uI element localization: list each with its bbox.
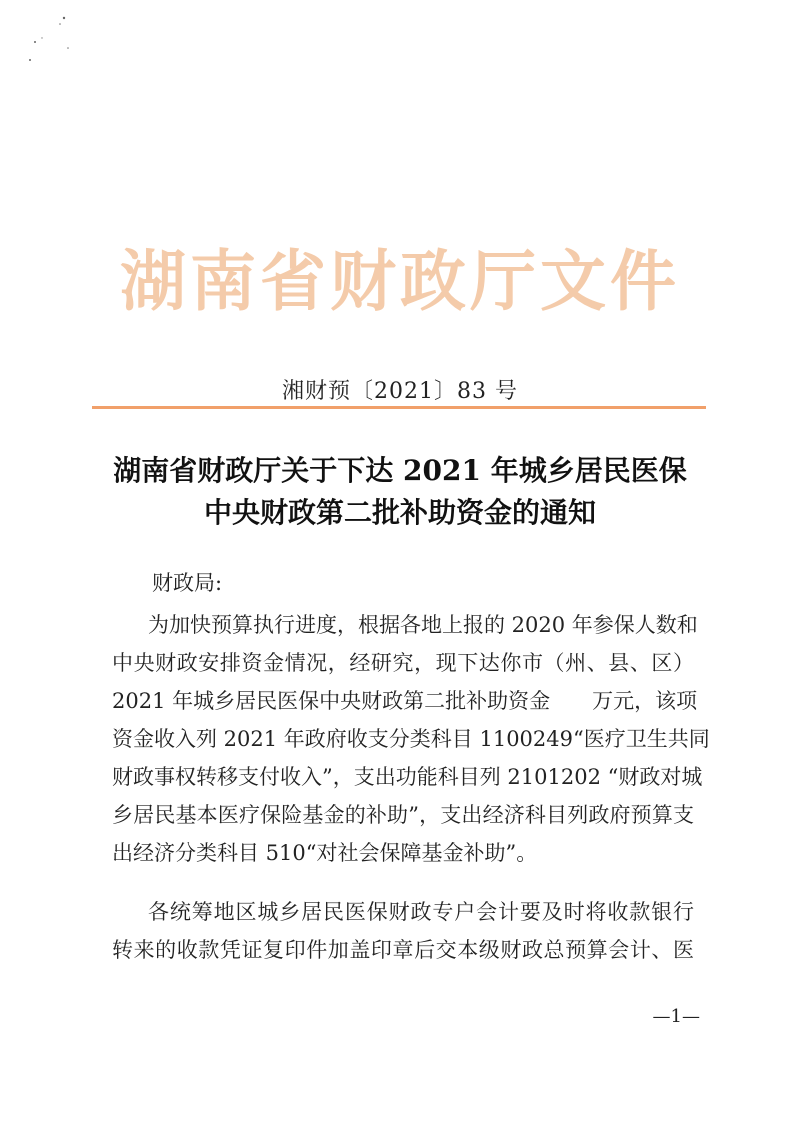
paragraph-line: 中央财政安排资金情况，经研究，现下达你市（州、县、区） [112, 651, 694, 675]
paragraph-line: 出经济分类科目 510“对社会保障基金补助”。 [112, 841, 538, 865]
paragraph-line: 财政事权转移支付收入”，支出功能科目列 2101202 “财政对城 [112, 765, 703, 789]
paragraph-line: 转来的收款凭证复印件加盖印章后交本级财政总预算会计、医 [112, 938, 694, 962]
page-number: —1— [652, 1006, 700, 1027]
red-divider-rule [92, 406, 706, 409]
paragraph-line: 资金收入列 2021 年政府收支分类科目 1100249“医疗卫生共同 [112, 727, 710, 751]
document-number: 湘财预〔2021〕83 号 [282, 379, 518, 404]
paragraph-line: 2021 年城乡居民医保中央财政第二批补助资金 万元，该项 [112, 689, 698, 713]
paragraph-2 [112, 893, 694, 969]
paragraph-line: 乡居民基本医疗保险基金的补助”，支出经济科目列政府预算支 [112, 803, 694, 827]
paragraph-line: 各统筹地区城乡居民医保财政专户会计要及时将收款银行 [148, 900, 694, 924]
issuer-header-title: 湖南省财政厅文件 [120, 243, 680, 320]
paragraph-1 [112, 606, 710, 872]
title-line-2: 中央财政第二批补助资金的通知 [203, 496, 596, 529]
paragraph-line: 为加快预算执行进度，根据各地上报的 2020 年参保人数和 [148, 613, 698, 637]
scan-specks [20, 10, 80, 70]
document-title [0, 450, 800, 534]
title-line-1: 湖南省财政厅关于下达 2021 年城乡居民医保 [113, 454, 687, 487]
salutation: 财政局: [152, 571, 223, 595]
